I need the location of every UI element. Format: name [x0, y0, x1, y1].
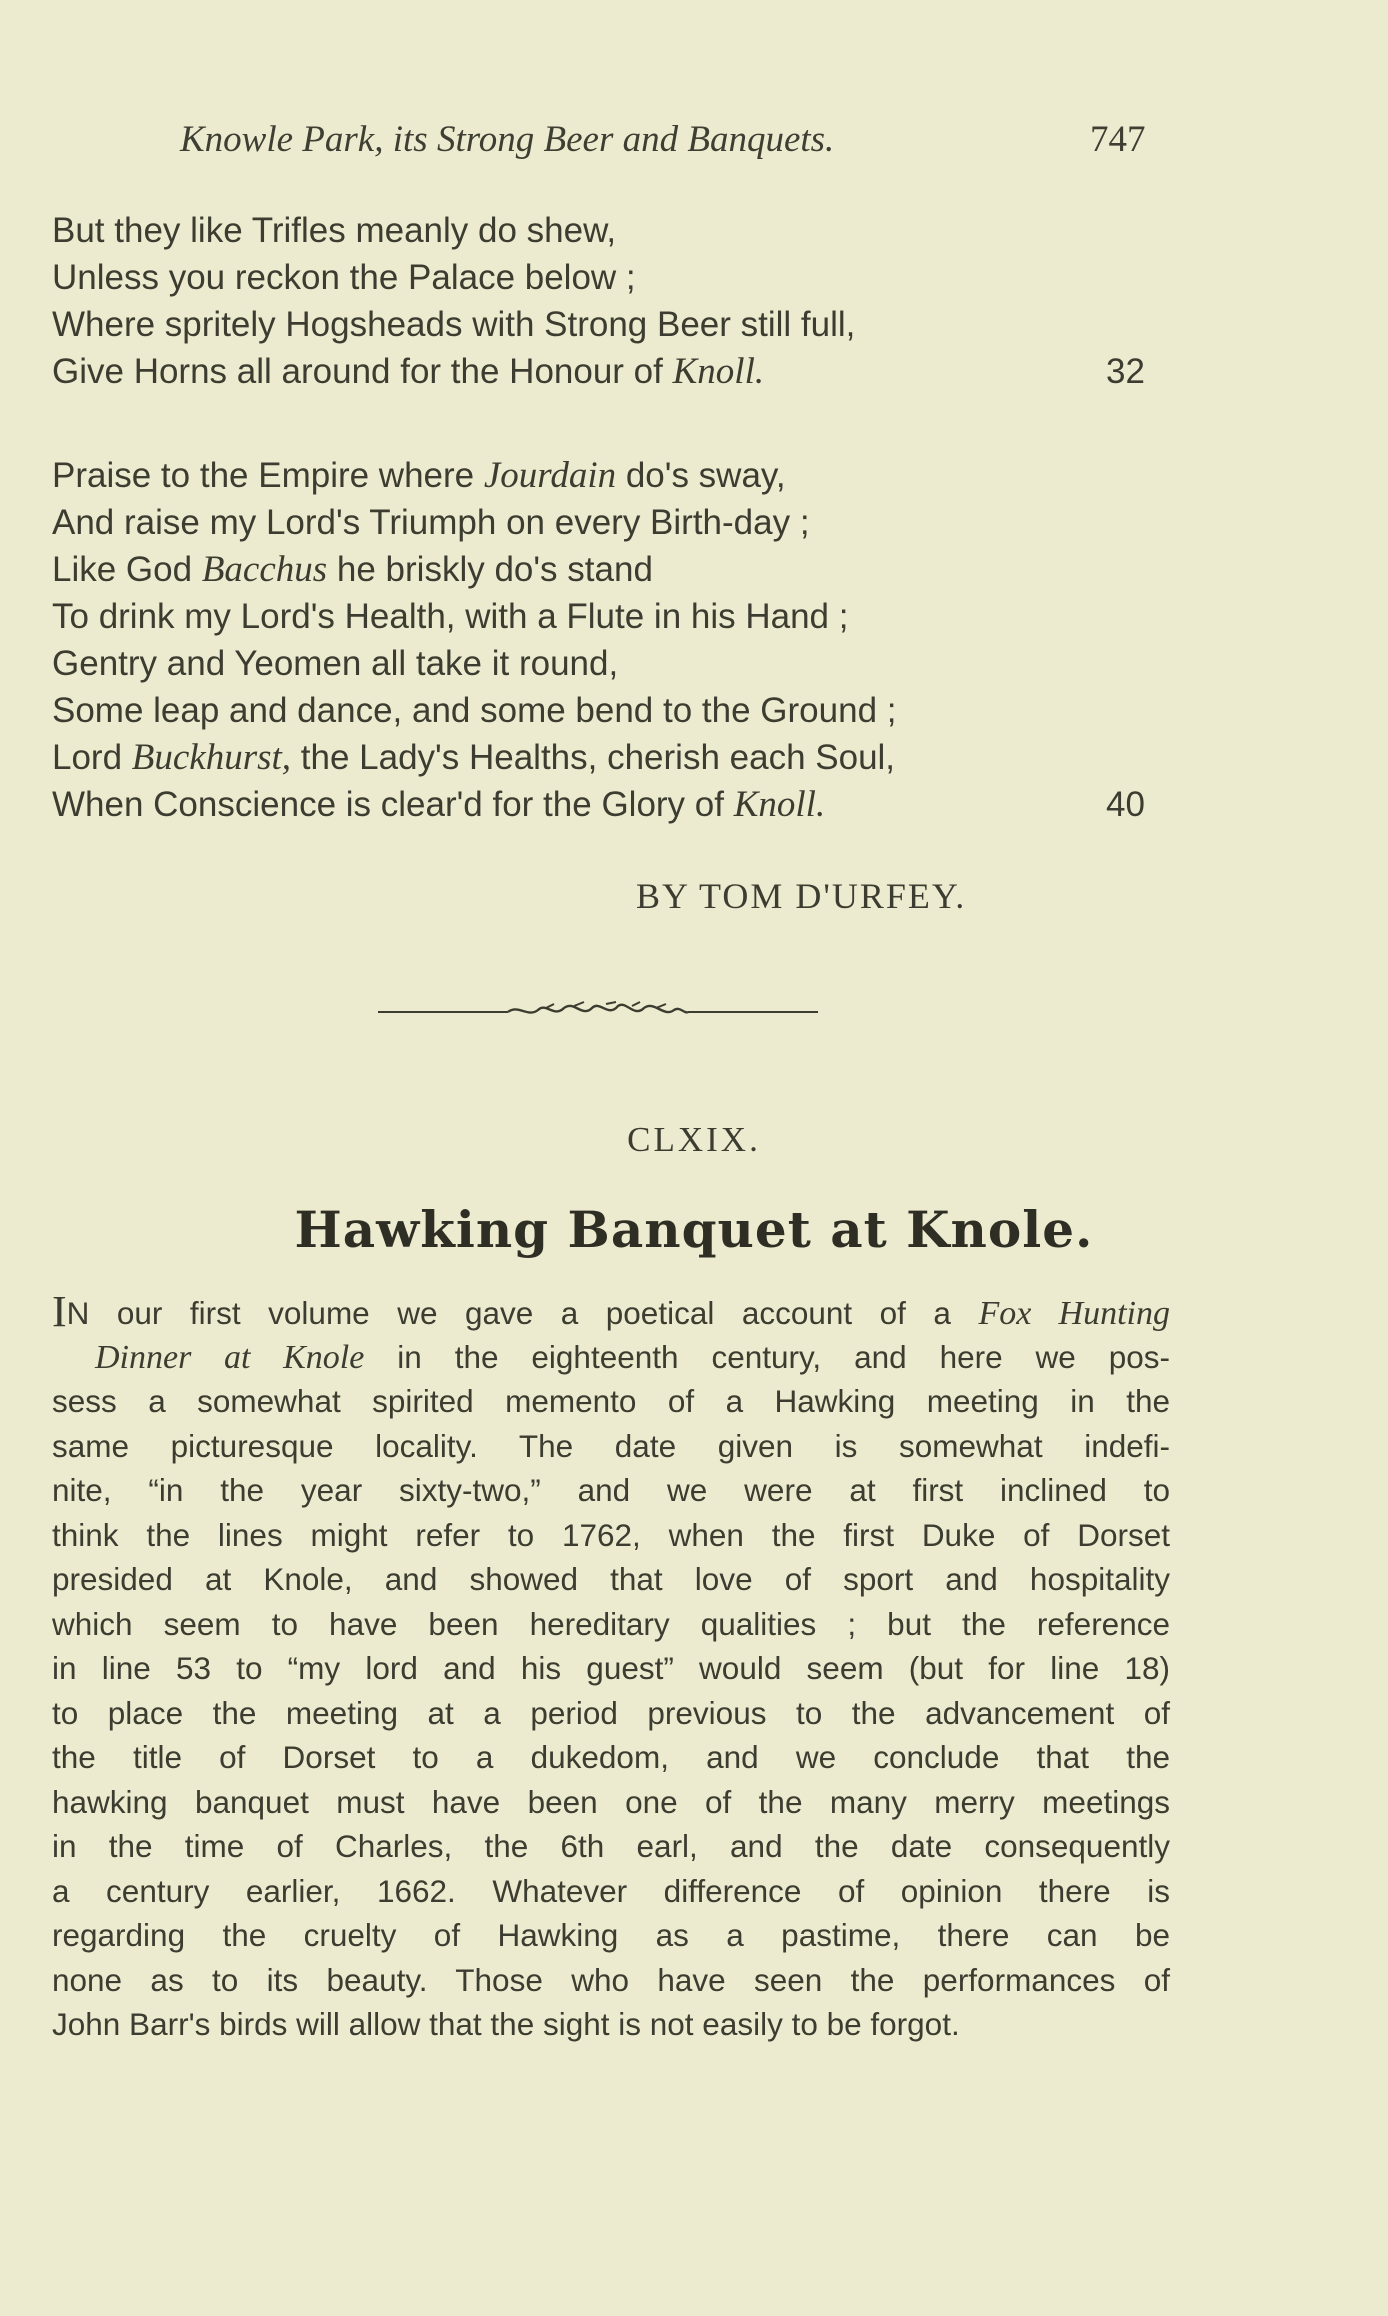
poem-line	[52, 593, 1172, 640]
poem-line	[52, 301, 1172, 348]
text-segment: To drink my Lord's Health, with a Flute in his Hand ;	[52, 597, 849, 636]
text-segment: Gentry and Yeomen all take it round,	[52, 644, 619, 683]
text-segment: nite, “in the year sixty-two,” and we were at first inclined to	[52, 1472, 1170, 1508]
text-segment: the Lady's Healths, cherish each Soul,	[291, 738, 896, 777]
poem-line	[52, 734, 1172, 781]
text-segment: he briskly do's stand	[327, 550, 653, 589]
text-segment: which seem to have been hereditary qualities ; but the reference	[52, 1605, 1170, 1642]
line-number: 40	[1106, 785, 1145, 824]
text-segment: presided at Knole, and showed that love of sport and hospitality	[52, 1561, 1170, 1597]
italic-text: Knoll.	[672, 351, 765, 392]
text-segment: Give Horns all around for the Honour of	[52, 352, 673, 391]
paragraph-line	[52, 1335, 1170, 1380]
paragraph-line	[52, 1824, 1170, 1869]
paragraph-line	[52, 1869, 1170, 1914]
poem-author: BY TOM D'URFEY.	[636, 876, 967, 916]
ornament-divider-icon	[378, 990, 818, 1030]
paragraph-line	[52, 1691, 1170, 1736]
drop-cap: I	[52, 1287, 67, 1336]
paragraph-line	[52, 2002, 1170, 2047]
paragraph-line	[52, 1646, 1170, 1691]
text-segment: in the time of Charles, the 6th earl, and the date consequently	[52, 1828, 1170, 1864]
text-segment: But they like Trifles meanly do shew,	[52, 211, 617, 250]
paragraph-line	[52, 1513, 1170, 1558]
text-segment: the title of Dorset to a dukedom, and we conclude that the	[52, 1739, 1170, 1775]
italic-text: Bacchus	[201, 549, 328, 590]
italic-text: Buckhurst,	[131, 737, 292, 778]
text-segment: And raise my Lord's Triumph on every Birth-day ;	[52, 503, 810, 542]
text-segment: When Conscience is clear'd for the Glory of	[52, 785, 734, 824]
poem-line	[52, 207, 1172, 254]
text-segment: none as to its beauty. Those who have seen the performances of	[52, 1961, 1170, 1998]
paragraph-line	[52, 1780, 1170, 1825]
text-segment: do's sway,	[616, 456, 786, 495]
text-segment: think the lines might refer to 1762, when the first Duke of Dorset	[52, 1516, 1170, 1553]
paragraph-line	[52, 1602, 1170, 1647]
paragraph-line	[52, 1557, 1170, 1602]
poem-line	[52, 687, 1172, 734]
text-segment: same picturesque locality. The date given is somewhat indefi-	[52, 1427, 1170, 1464]
poem-line	[52, 254, 1172, 301]
italic-text: Knoll.	[733, 784, 826, 825]
paragraph-line	[52, 1468, 1170, 1513]
paragraph-line	[52, 1735, 1170, 1780]
text-segment: John Barr's birds will allow that the sight is not easily to be forgot.	[52, 2006, 960, 2042]
text-segment: Some leap and dance, and some bend to the Ground ;	[52, 691, 897, 730]
poem-line	[52, 452, 1172, 499]
italic-text: Dinner at Knole	[95, 1338, 365, 1376]
chapter-number: CLXIX.	[627, 1120, 761, 1159]
poem-line	[52, 640, 1172, 687]
italic-text: Fox Hunting	[978, 1295, 1170, 1332]
text-segment: Praise to the Empire where	[52, 456, 484, 495]
text-segment: regarding the cruelty of Hawking as a pastime, there can be	[52, 1917, 1170, 1953]
text-segment: Like God	[52, 550, 202, 589]
running-title: Knowle Park, its Strong Beer and Banquets.	[180, 119, 835, 160]
text-segment: a century earlier, 1662. Whatever difference of opinion there is	[52, 1872, 1170, 1909]
poem-stanza-1	[52, 207, 1172, 395]
text-segment: in line 53 to “my lord and his guest” would seem (but for line 18)	[52, 1650, 1170, 1686]
text-segment: N our first volume we gave a poetical account of a	[66, 1295, 979, 1331]
poem-line	[52, 546, 1172, 593]
poem-line	[52, 499, 1172, 546]
text-segment: Lord	[52, 738, 132, 777]
poem-line	[52, 348, 1172, 395]
body-paragraph	[52, 1287, 1171, 2047]
paragraph-line	[52, 1958, 1170, 2003]
paragraph-line	[52, 1424, 1170, 1469]
poem-line	[52, 781, 1172, 828]
paragraph-line	[52, 1379, 1170, 1424]
running-head	[180, 118, 1170, 168]
paragraph-line	[52, 1913, 1170, 1958]
page-number: 747	[1090, 119, 1146, 160]
chapter-title: Hawking Banquet at Knole.	[294, 1200, 1094, 1259]
text-segment: Unless you reckon the Palace below ;	[52, 258, 636, 297]
poem-stanza-2	[52, 452, 1172, 828]
text-segment: Where spritely Hogsheads with Strong Beer still full,	[52, 305, 856, 344]
text-segment: hawking banquet must have been one of the many merry meetings	[52, 1783, 1170, 1820]
text-segment: in the eighteenth century, and here we pos-	[364, 1338, 1171, 1375]
text-segment: to place the meeting at a period previous to the advancement of	[52, 1694, 1170, 1731]
text-segment: sess a somewhat spirited memento of a Hawking meeting in the	[52, 1383, 1170, 1419]
italic-text: Jourdain	[483, 455, 617, 496]
line-number: 32	[1106, 352, 1145, 391]
paragraph-line	[52, 1287, 1170, 1336]
